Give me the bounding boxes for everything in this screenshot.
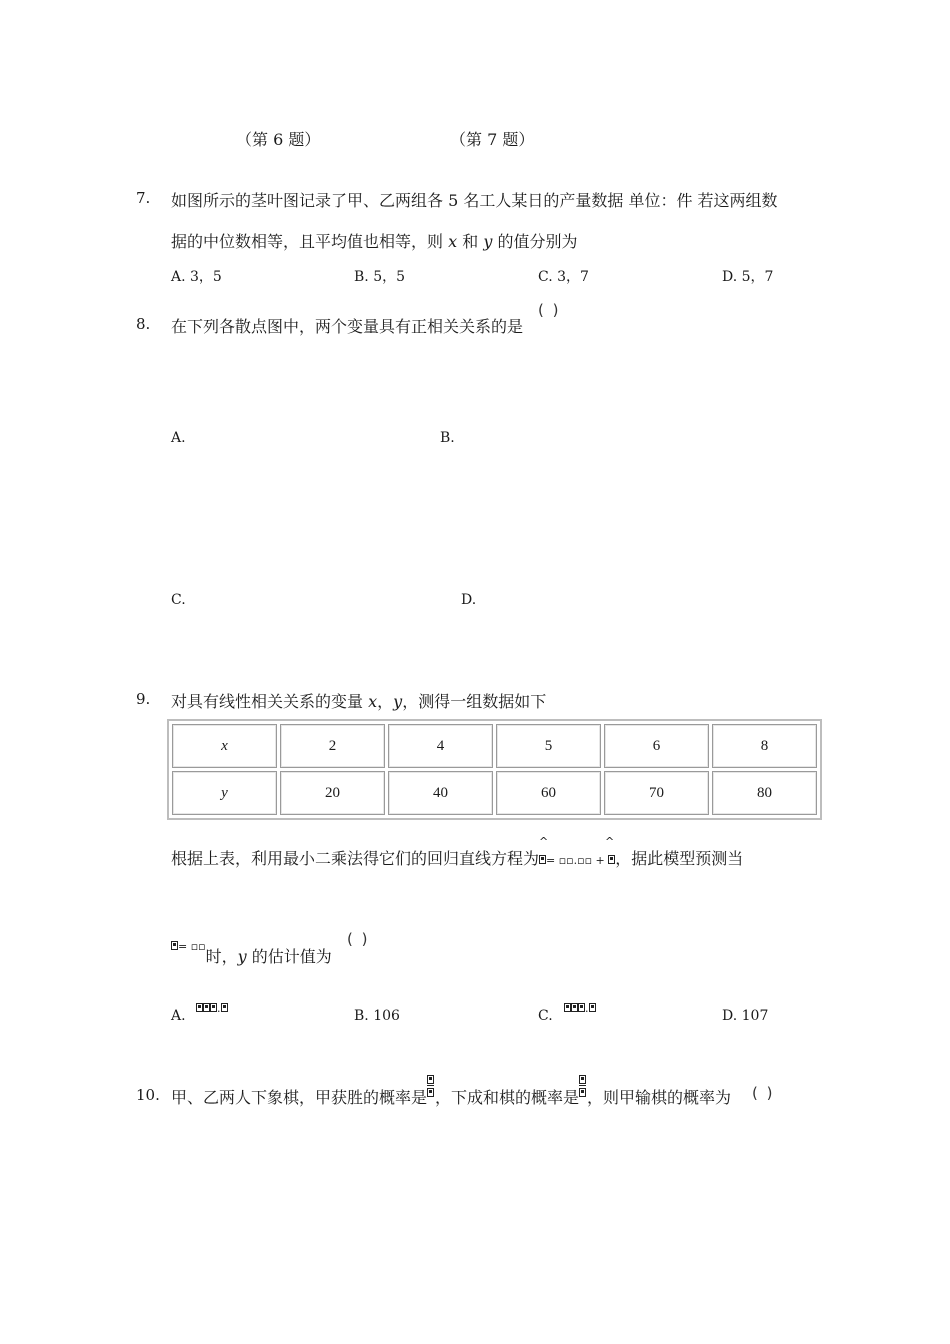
data-table-container bbox=[167, 719, 822, 820]
question-10-answer-paren: ( ) bbox=[752, 1084, 775, 1102]
question-10-text: 甲、乙两人下象棋，甲获胜的概率是 ，下成和棋的概率是 ，则甲输棋的概率为 bbox=[171, 1085, 731, 1108]
question-9-option-d: D. 107 bbox=[722, 1008, 769, 1024]
question-7-number: 7. bbox=[136, 189, 151, 207]
question-7-option-c: C. 3，7 bbox=[538, 269, 589, 285]
fraction-placeholder bbox=[427, 1089, 435, 1103]
question-7-option-d: D. 5，7 bbox=[722, 269, 774, 285]
equation-placeholder: ^ = ▫▫.▫▫ + ^ bbox=[539, 835, 615, 867]
question-8-option-a: A. bbox=[171, 430, 186, 446]
table-cell: 20 bbox=[280, 771, 385, 815]
table-cell: 8 bbox=[712, 724, 817, 768]
question-8-text: 在下列各散点图中，两个变量具有正相关关系的是 bbox=[171, 317, 524, 336]
table-row bbox=[172, 724, 817, 768]
table-row bbox=[172, 771, 817, 815]
figure-7-caption: （第 7 题） bbox=[450, 130, 535, 149]
question-9-option-a: A. bbox=[171, 1008, 186, 1024]
question-7-option-a: A. 3，5 bbox=[171, 269, 222, 285]
fraction-placeholder bbox=[579, 1089, 587, 1103]
variable-y: y bbox=[237, 947, 247, 966]
question-9-number: 9. bbox=[136, 690, 151, 708]
question-8-option-d: D. bbox=[461, 592, 477, 608]
question-9-line3: = ▫▫时，y 的估计值为 bbox=[171, 932, 332, 955]
table-cell: 5 bbox=[496, 724, 601, 768]
option-a-formula-image: . bbox=[196, 997, 228, 1016]
variable-y: y bbox=[393, 692, 403, 711]
question-9-text: 对具有线性相关关系的变量 x，y，测得一组数据如下 bbox=[171, 692, 547, 711]
table-cell: 70 bbox=[604, 771, 709, 815]
question-8-number: 8. bbox=[136, 315, 151, 333]
table-cell: 60 bbox=[496, 771, 601, 815]
question-8-option-b: B. bbox=[440, 430, 455, 446]
question-8-option-c: C. bbox=[171, 592, 186, 608]
table-cell: 6 bbox=[604, 724, 709, 768]
question-9-answer-paren: ( ) bbox=[347, 930, 370, 948]
table-cell: 80 bbox=[712, 771, 817, 815]
question-9-option-b: B. 106 bbox=[354, 1008, 400, 1024]
variable-y: y bbox=[483, 232, 493, 251]
table-cell: 4 bbox=[388, 724, 493, 768]
table-cell: y bbox=[172, 771, 277, 815]
option-c-formula-image: . bbox=[564, 997, 596, 1016]
equation-placeholder: = ▫▫ bbox=[171, 935, 206, 954]
question-8-answer-paren: ( ) bbox=[538, 301, 561, 319]
question-7-option-b: B. 5，5 bbox=[354, 269, 406, 285]
question-9-option-c: C. bbox=[538, 1008, 553, 1024]
question-7-line1: 如图所示的茎叶图记录了甲、乙两组各 5 名工人某日的产量数据 单位：件 若这两组数 bbox=[171, 191, 778, 210]
table-cell: x bbox=[172, 724, 277, 768]
question-9-regression-line: 根据上表，利用最小二乘法得它们的回归直线方程为 ^ = ▫▫.▫▫ + ^ ，据此模型预测当 bbox=[171, 835, 744, 868]
data-table bbox=[167, 719, 822, 820]
table-cell: 40 bbox=[388, 771, 493, 815]
figure-6-caption: （第 6 题） bbox=[236, 130, 321, 149]
table-cell: 2 bbox=[280, 724, 385, 768]
variable-x: x bbox=[368, 692, 378, 711]
variable-x: x bbox=[448, 232, 458, 251]
question-10-number: 10. bbox=[136, 1086, 160, 1104]
question-7-line2: 据的中位数相等，且平均值也相等，则 x 和 y 的值分别为 bbox=[171, 232, 578, 251]
